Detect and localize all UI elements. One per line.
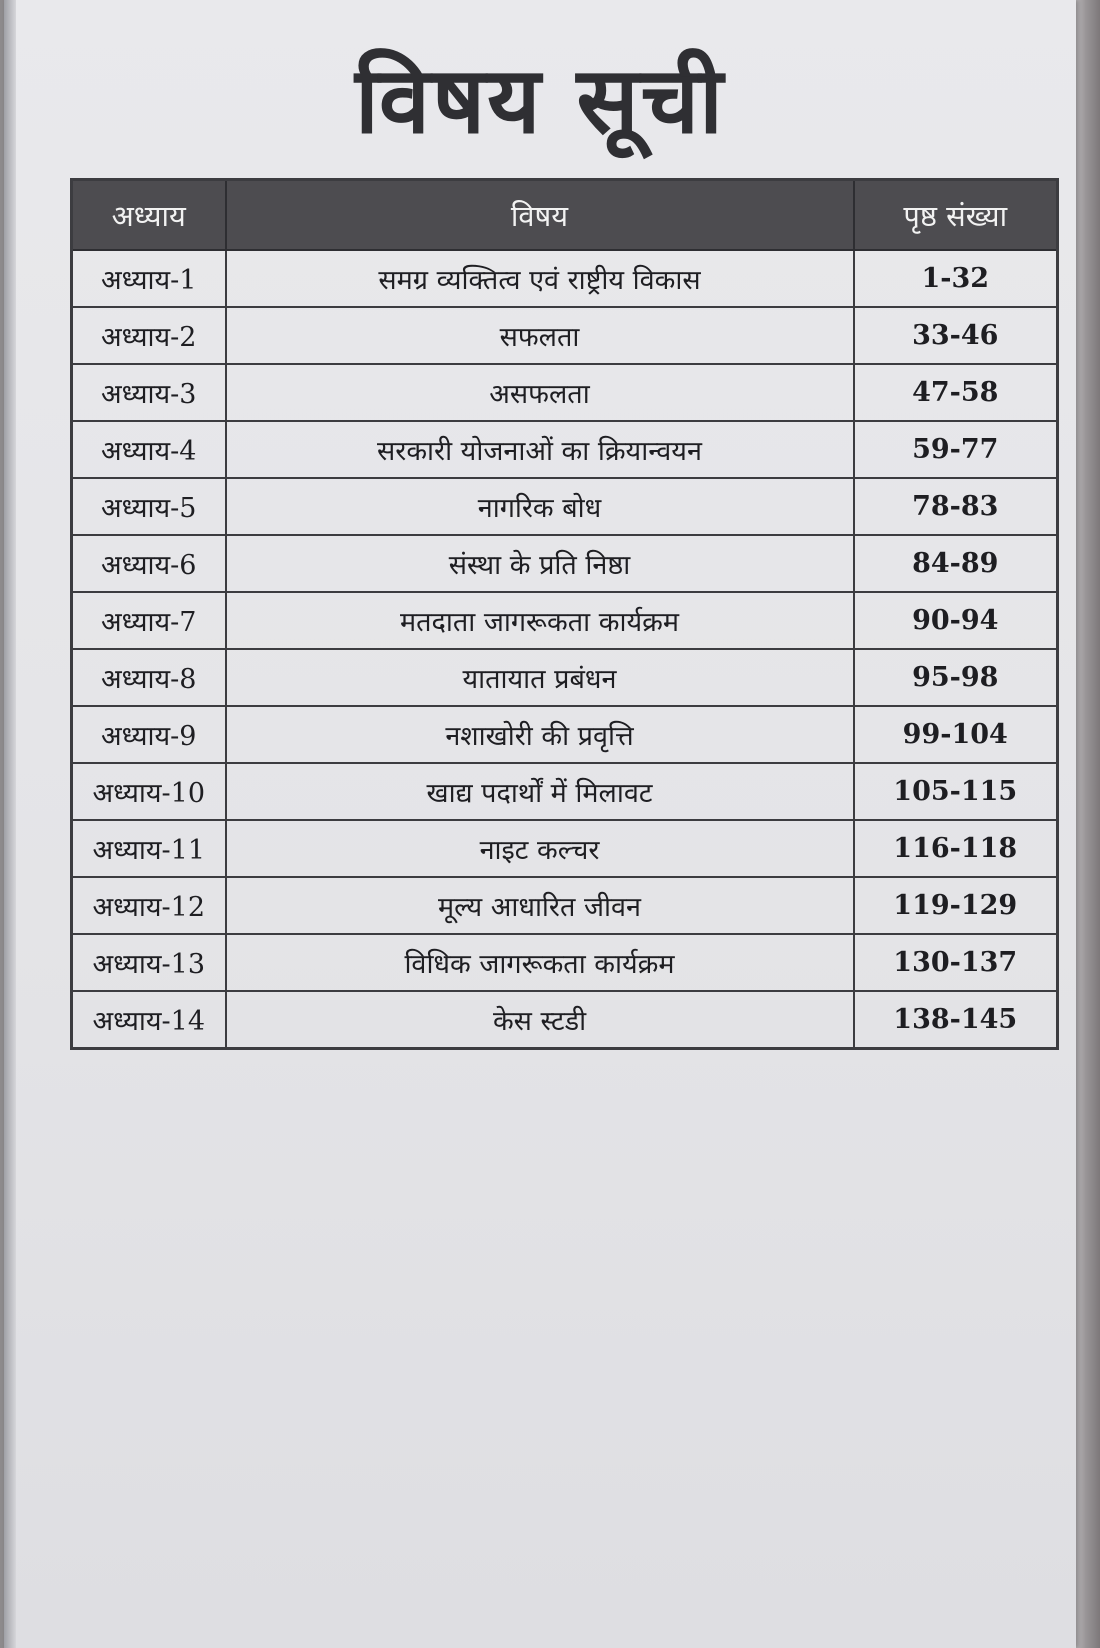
topic-cell: नागरिक बोध <box>226 478 854 535</box>
topic-cell: असफलता <box>226 364 854 421</box>
table-row <box>72 763 1058 820</box>
page-range-cell: 119-129 <box>854 877 1058 934</box>
table-header-row <box>72 180 1058 251</box>
book-page <box>4 0 1076 1648</box>
topic-cell: सफलता <box>226 307 854 364</box>
chapter-cell: अध्याय-7 <box>72 592 226 649</box>
table-of-contents <box>70 178 1059 1050</box>
chapter-cell: अध्याय-3 <box>72 364 226 421</box>
page-range-cell: 116-118 <box>854 820 1058 877</box>
chapter-cell: अध्याय-1 <box>72 250 226 307</box>
topic-cell: यातायात प्रबंधन <box>226 649 854 706</box>
page-range-cell: 84-89 <box>854 535 1058 592</box>
chapter-cell: अध्याय-10 <box>72 763 226 820</box>
header-pages: पृष्ठ संख्या <box>854 180 1058 251</box>
book-page-edge <box>1076 0 1100 1648</box>
table-row <box>72 649 1058 706</box>
chapter-cell: अध्याय-5 <box>72 478 226 535</box>
page-range-cell: 1-32 <box>854 250 1058 307</box>
page-range-cell: 99-104 <box>854 706 1058 763</box>
topic-cell: मतदाता जागरूकता कार्यक्रम <box>226 592 854 649</box>
header-chapter: अध्याय <box>72 180 226 251</box>
page-range-cell: 33-46 <box>854 307 1058 364</box>
table-row <box>72 820 1058 877</box>
topic-cell: केस स्टडी <box>226 991 854 1049</box>
chapter-cell: अध्याय-4 <box>72 421 226 478</box>
page-range-cell: 78-83 <box>854 478 1058 535</box>
topic-cell: सरकारी योजनाओं का क्रियान्वयन <box>226 421 854 478</box>
topic-cell: मूल्य आधारित जीवन <box>226 877 854 934</box>
table-row <box>72 364 1058 421</box>
page-binding-fold <box>4 0 16 1648</box>
topic-cell: नशाखोरी की प्रवृत्ति <box>226 706 854 763</box>
topic-cell: नाइट कल्चर <box>226 820 854 877</box>
page-range-cell: 138-145 <box>854 991 1058 1049</box>
chapter-cell: अध्याय-14 <box>72 991 226 1049</box>
table-row <box>72 421 1058 478</box>
header-topic: विषय <box>226 180 854 251</box>
chapter-cell: अध्याय-12 <box>72 877 226 934</box>
table-body <box>72 250 1058 1049</box>
page-range-cell: 90-94 <box>854 592 1058 649</box>
chapter-cell: अध्याय-13 <box>72 934 226 991</box>
table-row <box>72 991 1058 1049</box>
table-row <box>72 307 1058 364</box>
page-range-cell: 47-58 <box>854 364 1058 421</box>
table-row <box>72 250 1058 307</box>
topic-cell: समग्र व्यक्तित्व एवं राष्ट्रीय विकास <box>226 250 854 307</box>
table-row <box>72 535 1058 592</box>
chapter-cell: अध्याय-11 <box>72 820 226 877</box>
table-row <box>72 592 1058 649</box>
table-row <box>72 706 1058 763</box>
page-range-cell: 130-137 <box>854 934 1058 991</box>
table-row <box>72 934 1058 991</box>
topic-cell: खाद्य पदार्थों में मिलावट <box>226 763 854 820</box>
topic-cell: संस्था के प्रति निष्ठा <box>226 535 854 592</box>
page-range-cell: 95-98 <box>854 649 1058 706</box>
chapter-cell: अध्याय-9 <box>72 706 226 763</box>
chapter-cell: अध्याय-2 <box>72 307 226 364</box>
page-title: विषय सूची <box>355 46 725 154</box>
topic-cell: विधिक जागरूकता कार्यक्रम <box>226 934 854 991</box>
page-range-cell: 59-77 <box>854 421 1058 478</box>
chapter-cell: अध्याय-8 <box>72 649 226 706</box>
chapter-cell: अध्याय-6 <box>72 535 226 592</box>
table-row <box>72 877 1058 934</box>
table-row <box>72 478 1058 535</box>
page-range-cell: 105-115 <box>854 763 1058 820</box>
